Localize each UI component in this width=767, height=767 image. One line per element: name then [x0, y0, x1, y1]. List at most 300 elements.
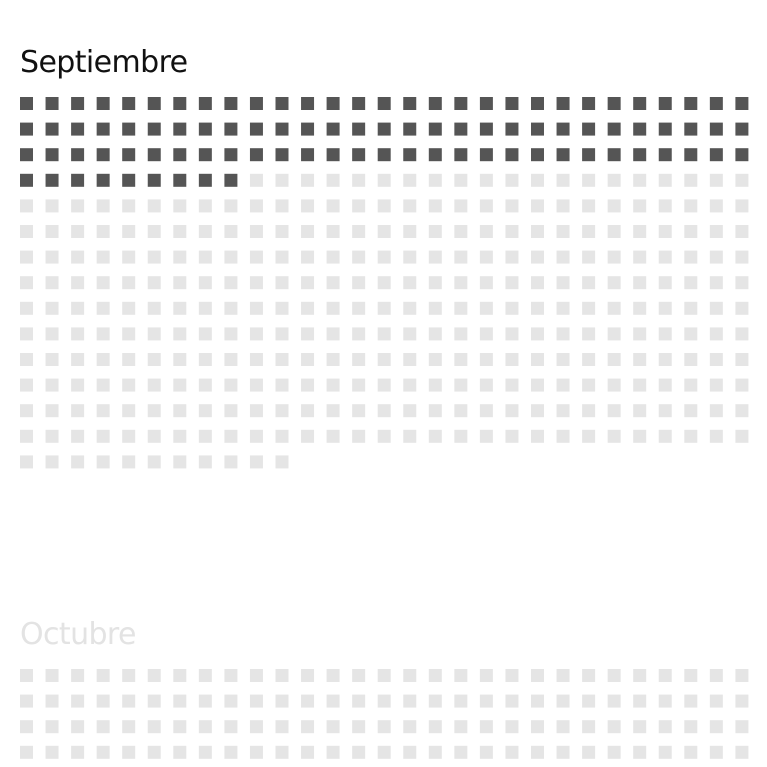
waffle-cell-empty-octubre	[582, 720, 595, 733]
waffle-cell-empty-septiembre	[122, 302, 135, 315]
waffle-cell-empty-septiembre	[301, 225, 314, 238]
waffle-cell-filled-septiembre	[710, 123, 723, 136]
waffle-cell-empty-octubre	[633, 746, 646, 759]
waffle-cell-empty-septiembre	[659, 276, 672, 289]
waffle-cell-empty-septiembre	[429, 430, 442, 443]
waffle-cell-empty-octubre	[352, 695, 365, 708]
waffle-cell-empty-septiembre	[480, 430, 493, 443]
waffle-cell-empty-octubre	[557, 720, 570, 733]
waffle-cell-empty-septiembre	[684, 302, 697, 315]
waffle-cell-empty-octubre	[710, 695, 723, 708]
waffle-cell-filled-septiembre	[684, 97, 697, 110]
waffle-cell-empty-septiembre	[403, 199, 416, 212]
waffle-cell-empty-septiembre	[531, 430, 544, 443]
waffle-cell-empty-septiembre	[352, 251, 365, 264]
waffle-cell-empty-septiembre	[429, 379, 442, 392]
waffle-cell-filled-septiembre	[46, 123, 59, 136]
waffle-cell-empty-octubre	[301, 669, 314, 682]
waffle-cell-empty-septiembre	[71, 225, 84, 238]
waffle-cell-empty-septiembre	[224, 302, 237, 315]
waffle-cell-filled-septiembre	[735, 97, 748, 110]
waffle-cell-empty-septiembre	[557, 379, 570, 392]
waffle-cell-empty-octubre	[122, 669, 135, 682]
waffle-cell-empty-septiembre	[224, 251, 237, 264]
waffle-cell-filled-septiembre	[608, 148, 621, 161]
waffle-cell-empty-septiembre	[276, 174, 289, 187]
waffle-cell-empty-septiembre	[735, 404, 748, 417]
waffle-cell-empty-octubre	[531, 695, 544, 708]
waffle-cell-empty-octubre	[531, 720, 544, 733]
waffle-cell-empty-septiembre	[531, 199, 544, 212]
waffle-cell-filled-septiembre	[276, 97, 289, 110]
waffle-cell-empty-septiembre	[250, 302, 263, 315]
waffle-cell-empty-septiembre	[327, 302, 340, 315]
waffle-cell-empty-septiembre	[659, 353, 672, 366]
waffle-cell-empty-septiembre	[505, 404, 518, 417]
waffle-cell-empty-septiembre	[122, 430, 135, 443]
waffle-cell-empty-octubre	[97, 695, 110, 708]
waffle-cell-empty-octubre	[480, 669, 493, 682]
waffle-cell-empty-septiembre	[173, 404, 186, 417]
waffle-cell-empty-septiembre	[224, 379, 237, 392]
waffle-cell-empty-octubre	[557, 746, 570, 759]
waffle-cell-empty-septiembre	[250, 327, 263, 340]
waffle-cell-empty-septiembre	[224, 455, 237, 468]
waffle-cell-empty-octubre	[71, 669, 84, 682]
waffle-cell-empty-septiembre	[378, 276, 391, 289]
waffle-cell-empty-septiembre	[148, 430, 161, 443]
waffle-cell-empty-octubre	[735, 720, 748, 733]
waffle-cell-empty-septiembre	[659, 225, 672, 238]
waffle-cell-filled-septiembre	[684, 123, 697, 136]
waffle-cell-empty-septiembre	[659, 404, 672, 417]
waffle-cell-empty-septiembre	[710, 225, 723, 238]
waffle-cell-empty-septiembre	[46, 379, 59, 392]
waffle-cell-empty-octubre	[480, 746, 493, 759]
waffle-cell-empty-septiembre	[659, 302, 672, 315]
waffle-cell-filled-septiembre	[250, 123, 263, 136]
waffle-cell-empty-septiembre	[173, 225, 186, 238]
waffle-cell-empty-octubre	[403, 695, 416, 708]
waffle-cell-filled-septiembre	[46, 148, 59, 161]
waffle-cell-empty-septiembre	[480, 327, 493, 340]
waffle-cell-empty-septiembre	[480, 251, 493, 264]
waffle-cell-empty-septiembre	[148, 404, 161, 417]
waffle-cell-empty-septiembre	[710, 327, 723, 340]
waffle-cell-empty-septiembre	[684, 379, 697, 392]
waffle-cell-empty-septiembre	[97, 327, 110, 340]
waffle-cell-filled-septiembre	[301, 148, 314, 161]
waffle-cell-empty-octubre	[276, 720, 289, 733]
waffle-cell-empty-octubre	[684, 669, 697, 682]
waffle-cell-empty-septiembre	[276, 353, 289, 366]
waffle-cell-empty-septiembre	[735, 327, 748, 340]
waffle-cell-empty-septiembre	[684, 199, 697, 212]
waffle-cell-empty-septiembre	[148, 327, 161, 340]
waffle-cell-empty-septiembre	[148, 225, 161, 238]
waffle-cell-filled-septiembre	[71, 148, 84, 161]
waffle-cell-empty-septiembre	[378, 225, 391, 238]
waffle-cell-empty-septiembre	[633, 276, 646, 289]
waffle-cell-empty-septiembre	[199, 225, 212, 238]
waffle-cell-empty-septiembre	[429, 174, 442, 187]
waffle-cell-filled-septiembre	[531, 148, 544, 161]
waffle-cell-empty-octubre	[735, 669, 748, 682]
waffle-cell-empty-septiembre	[403, 302, 416, 315]
waffle-cell-empty-septiembre	[224, 225, 237, 238]
waffle-cell-empty-septiembre	[224, 430, 237, 443]
waffle-cell-filled-septiembre	[148, 148, 161, 161]
waffle-cell-empty-octubre	[173, 720, 186, 733]
waffle-cell-empty-septiembre	[582, 430, 595, 443]
waffle-cell-empty-septiembre	[608, 199, 621, 212]
waffle-cell-empty-octubre	[582, 695, 595, 708]
waffle-cell-filled-septiembre	[20, 97, 33, 110]
waffle-cell-empty-septiembre	[46, 251, 59, 264]
waffle-cell-empty-septiembre	[20, 199, 33, 212]
waffle-cell-empty-septiembre	[122, 353, 135, 366]
waffle-cell-empty-septiembre	[276, 455, 289, 468]
waffle-cell-empty-septiembre	[429, 404, 442, 417]
waffle-cell-empty-septiembre	[608, 327, 621, 340]
waffle-cell-filled-septiembre	[173, 97, 186, 110]
waffle-cell-filled-septiembre	[505, 123, 518, 136]
waffle-cell-empty-septiembre	[122, 404, 135, 417]
waffle-cell-empty-septiembre	[20, 430, 33, 443]
waffle-cell-filled-septiembre	[46, 97, 59, 110]
waffle-cell-filled-septiembre	[710, 148, 723, 161]
waffle-cell-filled-septiembre	[582, 123, 595, 136]
waffle-cell-empty-septiembre	[352, 302, 365, 315]
waffle-cell-filled-septiembre	[97, 174, 110, 187]
waffle-cell-empty-septiembre	[608, 225, 621, 238]
waffle-cell-filled-septiembre	[173, 148, 186, 161]
waffle-cell-empty-septiembre	[582, 225, 595, 238]
waffle-cell-empty-septiembre	[659, 199, 672, 212]
waffle-cell-filled-septiembre	[505, 97, 518, 110]
waffle-cell-filled-septiembre	[224, 123, 237, 136]
waffle-cell-empty-septiembre	[276, 199, 289, 212]
waffle-cell-filled-septiembre	[20, 174, 33, 187]
waffle-cell-empty-septiembre	[403, 430, 416, 443]
waffle-cell-empty-septiembre	[46, 455, 59, 468]
waffle-cell-empty-septiembre	[710, 199, 723, 212]
waffle-cell-empty-septiembre	[684, 251, 697, 264]
waffle-cell-empty-septiembre	[454, 353, 467, 366]
waffle-cell-empty-septiembre	[276, 225, 289, 238]
waffle-cell-empty-octubre	[20, 669, 33, 682]
waffle-cell-empty-octubre	[429, 746, 442, 759]
waffle-cell-empty-octubre	[352, 669, 365, 682]
waffle-cell-filled-septiembre	[122, 123, 135, 136]
waffle-cell-empty-septiembre	[429, 302, 442, 315]
waffle-cell-filled-septiembre	[352, 97, 365, 110]
waffle-cell-filled-septiembre	[531, 97, 544, 110]
waffle-cell-filled-septiembre	[378, 123, 391, 136]
waffle-cell-empty-octubre	[403, 669, 416, 682]
waffle-cell-empty-octubre	[276, 695, 289, 708]
waffle-cell-empty-septiembre	[20, 353, 33, 366]
waffle-cell-filled-septiembre	[352, 123, 365, 136]
waffle-cell-empty-septiembre	[454, 174, 467, 187]
waffle-cell-empty-octubre	[633, 669, 646, 682]
waffle-cell-empty-septiembre	[122, 251, 135, 264]
waffle-cell-empty-septiembre	[378, 302, 391, 315]
waffle-cell-empty-septiembre	[480, 404, 493, 417]
waffle-cell-empty-septiembre	[659, 430, 672, 443]
waffle-cell-empty-octubre	[608, 746, 621, 759]
waffle-cell-empty-septiembre	[71, 302, 84, 315]
waffle-cell-empty-octubre	[684, 746, 697, 759]
waffle-cell-empty-octubre	[250, 669, 263, 682]
waffle-cell-empty-septiembre	[633, 302, 646, 315]
waffle-cell-empty-octubre	[429, 695, 442, 708]
waffle-cell-empty-septiembre	[173, 276, 186, 289]
waffle-cell-empty-septiembre	[250, 276, 263, 289]
waffle-cell-empty-septiembre	[735, 276, 748, 289]
waffle-cell-empty-septiembre	[684, 404, 697, 417]
waffle-cell-empty-septiembre	[505, 225, 518, 238]
waffle-cell-empty-septiembre	[557, 302, 570, 315]
waffle-cell-empty-octubre	[480, 720, 493, 733]
waffle-cell-empty-octubre	[250, 720, 263, 733]
waffle-cell-filled-septiembre	[454, 123, 467, 136]
waffle-cell-empty-octubre	[454, 695, 467, 708]
waffle-cell-empty-septiembre	[378, 404, 391, 417]
waffle-cell-empty-septiembre	[633, 174, 646, 187]
waffle-cell-filled-septiembre	[735, 123, 748, 136]
waffle-cell-empty-octubre	[710, 720, 723, 733]
waffle-cell-empty-septiembre	[735, 225, 748, 238]
waffle-cell-empty-septiembre	[403, 174, 416, 187]
waffle-cell-empty-septiembre	[327, 199, 340, 212]
waffle-cell-empty-septiembre	[97, 251, 110, 264]
waffle-cell-empty-septiembre	[199, 251, 212, 264]
waffle-cell-empty-octubre	[224, 746, 237, 759]
waffle-cell-filled-septiembre	[659, 97, 672, 110]
waffle-cell-empty-octubre	[608, 720, 621, 733]
waffle-cell-filled-septiembre	[659, 148, 672, 161]
waffle-cell-filled-septiembre	[608, 97, 621, 110]
waffle-cell-empty-septiembre	[480, 353, 493, 366]
waffle-cell-empty-septiembre	[276, 251, 289, 264]
waffle-cell-filled-septiembre	[684, 148, 697, 161]
waffle-cell-empty-septiembre	[557, 251, 570, 264]
waffle-cell-empty-septiembre	[710, 404, 723, 417]
waffle-cell-empty-septiembre	[97, 379, 110, 392]
waffle-cell-empty-septiembre	[352, 276, 365, 289]
waffle-cell-empty-septiembre	[97, 430, 110, 443]
waffle-cell-empty-octubre	[327, 695, 340, 708]
waffle-cell-filled-septiembre	[557, 97, 570, 110]
waffle-cell-empty-septiembre	[659, 327, 672, 340]
waffle-cell-empty-octubre	[352, 720, 365, 733]
waffle-cell-empty-septiembre	[403, 404, 416, 417]
waffle-cell-empty-septiembre	[148, 379, 161, 392]
waffle-cell-empty-octubre	[710, 746, 723, 759]
waffle-cell-empty-octubre	[20, 695, 33, 708]
waffle-cell-empty-septiembre	[327, 404, 340, 417]
waffle-cell-empty-septiembre	[327, 327, 340, 340]
waffle-cell-empty-septiembre	[531, 174, 544, 187]
waffle-cell-filled-septiembre	[633, 97, 646, 110]
waffle-cell-empty-septiembre	[301, 430, 314, 443]
waffle-cell-empty-septiembre	[46, 404, 59, 417]
waffle-cell-empty-septiembre	[224, 276, 237, 289]
waffle-cell-empty-septiembre	[710, 302, 723, 315]
waffle-cell-empty-octubre	[582, 669, 595, 682]
waffle-cell-empty-octubre	[582, 746, 595, 759]
waffle-cell-filled-septiembre	[276, 123, 289, 136]
waffle-cell-empty-octubre	[122, 695, 135, 708]
waffle-cell-empty-septiembre	[199, 455, 212, 468]
waffle-cell-empty-septiembre	[735, 430, 748, 443]
waffle-cell-empty-octubre	[122, 720, 135, 733]
waffle-cell-empty-septiembre	[352, 199, 365, 212]
waffle-cell-filled-septiembre	[173, 123, 186, 136]
waffle-cell-empty-octubre	[505, 746, 518, 759]
waffle-cell-empty-septiembre	[480, 379, 493, 392]
waffle-cell-empty-septiembre	[454, 404, 467, 417]
waffle-cell-empty-octubre	[71, 720, 84, 733]
waffle-cell-empty-septiembre	[301, 379, 314, 392]
waffle-cell-filled-septiembre	[199, 148, 212, 161]
waffle-cell-empty-octubre	[148, 720, 161, 733]
waffle-cell-empty-septiembre	[276, 379, 289, 392]
waffle-cell-empty-septiembre	[531, 302, 544, 315]
waffle-cell-empty-octubre	[429, 669, 442, 682]
waffle-cell-empty-octubre	[327, 669, 340, 682]
waffle-cell-empty-septiembre	[403, 327, 416, 340]
waffle-cell-empty-septiembre	[378, 251, 391, 264]
waffle-cell-filled-septiembre	[557, 148, 570, 161]
waffle-cell-filled-septiembre	[122, 97, 135, 110]
waffle-cell-filled-septiembre	[122, 174, 135, 187]
waffle-cell-empty-septiembre	[403, 225, 416, 238]
waffle-cell-empty-septiembre	[633, 404, 646, 417]
waffle-cell-empty-septiembre	[173, 251, 186, 264]
waffle-cell-filled-septiembre	[327, 97, 340, 110]
waffle-cell-filled-septiembre	[173, 174, 186, 187]
waffle-cell-empty-septiembre	[199, 327, 212, 340]
month-title-septiembre: Septiembre	[20, 45, 188, 80]
waffle-cell-empty-octubre	[148, 669, 161, 682]
waffle-cell-empty-septiembre	[684, 225, 697, 238]
waffle-cell-empty-septiembre	[582, 404, 595, 417]
waffle-cell-empty-septiembre	[46, 353, 59, 366]
waffle-cell-empty-septiembre	[250, 174, 263, 187]
waffle-cell-empty-septiembre	[531, 404, 544, 417]
waffle-cell-empty-octubre	[684, 695, 697, 708]
waffle-cell-empty-septiembre	[633, 327, 646, 340]
waffle-cell-empty-septiembre	[429, 199, 442, 212]
waffle-cell-empty-septiembre	[480, 302, 493, 315]
waffle-cell-filled-septiembre	[224, 174, 237, 187]
waffle-cell-empty-septiembre	[97, 199, 110, 212]
waffle-cell-empty-octubre	[173, 746, 186, 759]
waffle-cell-empty-octubre	[659, 669, 672, 682]
waffle-cell-empty-septiembre	[684, 276, 697, 289]
waffle-cell-empty-octubre	[454, 669, 467, 682]
waffle-cell-empty-septiembre	[148, 302, 161, 315]
waffle-cell-empty-octubre	[46, 669, 59, 682]
waffle-cell-empty-septiembre	[352, 174, 365, 187]
waffle-cell-empty-septiembre	[557, 327, 570, 340]
waffle-cell-empty-septiembre	[122, 379, 135, 392]
waffle-cell-empty-septiembre	[199, 430, 212, 443]
waffle-cell-empty-septiembre	[97, 225, 110, 238]
waffle-cell-empty-septiembre	[531, 251, 544, 264]
waffle-cell-filled-septiembre	[20, 148, 33, 161]
waffle-cell-empty-septiembre	[633, 199, 646, 212]
waffle-cell-empty-octubre	[378, 746, 391, 759]
waffle-cell-empty-septiembre	[224, 199, 237, 212]
month-title-octubre: Octubre	[20, 617, 136, 652]
waffle-cell-empty-septiembre	[403, 276, 416, 289]
waffle-cell-empty-octubre	[327, 746, 340, 759]
waffle-cell-empty-octubre	[557, 695, 570, 708]
waffle-cell-empty-septiembre	[122, 225, 135, 238]
waffle-cell-empty-septiembre	[301, 302, 314, 315]
waffle-cell-empty-septiembre	[378, 430, 391, 443]
waffle-cell-filled-septiembre	[199, 97, 212, 110]
waffle-cell-empty-septiembre	[71, 455, 84, 468]
waffle-cell-empty-octubre	[531, 746, 544, 759]
waffle-cell-empty-septiembre	[659, 174, 672, 187]
waffle-cell-empty-octubre	[659, 720, 672, 733]
waffle-cell-filled-septiembre	[199, 123, 212, 136]
waffle-cell-empty-octubre	[403, 720, 416, 733]
waffle-cell-filled-septiembre	[403, 97, 416, 110]
waffle-cell-empty-septiembre	[97, 302, 110, 315]
waffle-cell-empty-septiembre	[352, 327, 365, 340]
waffle-cell-empty-octubre	[505, 669, 518, 682]
waffle-cell-empty-septiembre	[199, 199, 212, 212]
waffle-cell-empty-septiembre	[173, 379, 186, 392]
waffle-cell-empty-septiembre	[454, 276, 467, 289]
waffle-cell-filled-septiembre	[454, 97, 467, 110]
waffle-cell-empty-octubre	[684, 720, 697, 733]
waffle-cell-empty-septiembre	[173, 353, 186, 366]
waffle-cell-filled-septiembre	[327, 123, 340, 136]
waffle-cell-empty-septiembre	[20, 276, 33, 289]
waffle-cell-empty-octubre	[122, 746, 135, 759]
waffle-cell-empty-septiembre	[531, 276, 544, 289]
waffle-cell-empty-septiembre	[557, 199, 570, 212]
waffle-cell-filled-septiembre	[659, 123, 672, 136]
waffle-cell-filled-septiembre	[378, 148, 391, 161]
waffle-cell-empty-septiembre	[735, 302, 748, 315]
waffle-cell-empty-septiembre	[122, 455, 135, 468]
waffle-cell-empty-septiembre	[250, 379, 263, 392]
waffle-cell-empty-septiembre	[454, 199, 467, 212]
waffle-cell-empty-septiembre	[429, 276, 442, 289]
waffle-cell-empty-septiembre	[735, 251, 748, 264]
waffle-cell-filled-septiembre	[429, 148, 442, 161]
waffle-cell-empty-septiembre	[46, 276, 59, 289]
waffle-cell-empty-septiembre	[659, 379, 672, 392]
waffle-cell-empty-octubre	[378, 695, 391, 708]
waffle-cell-empty-septiembre	[735, 353, 748, 366]
waffle-cell-empty-septiembre	[505, 276, 518, 289]
waffle-cell-filled-septiembre	[250, 148, 263, 161]
waffle-cell-empty-octubre	[735, 695, 748, 708]
waffle-cell-empty-septiembre	[378, 174, 391, 187]
waffle-cell-empty-septiembre	[454, 430, 467, 443]
waffle-cell-empty-septiembre	[46, 199, 59, 212]
waffle-cell-empty-octubre	[557, 669, 570, 682]
waffle-cell-empty-septiembre	[531, 327, 544, 340]
